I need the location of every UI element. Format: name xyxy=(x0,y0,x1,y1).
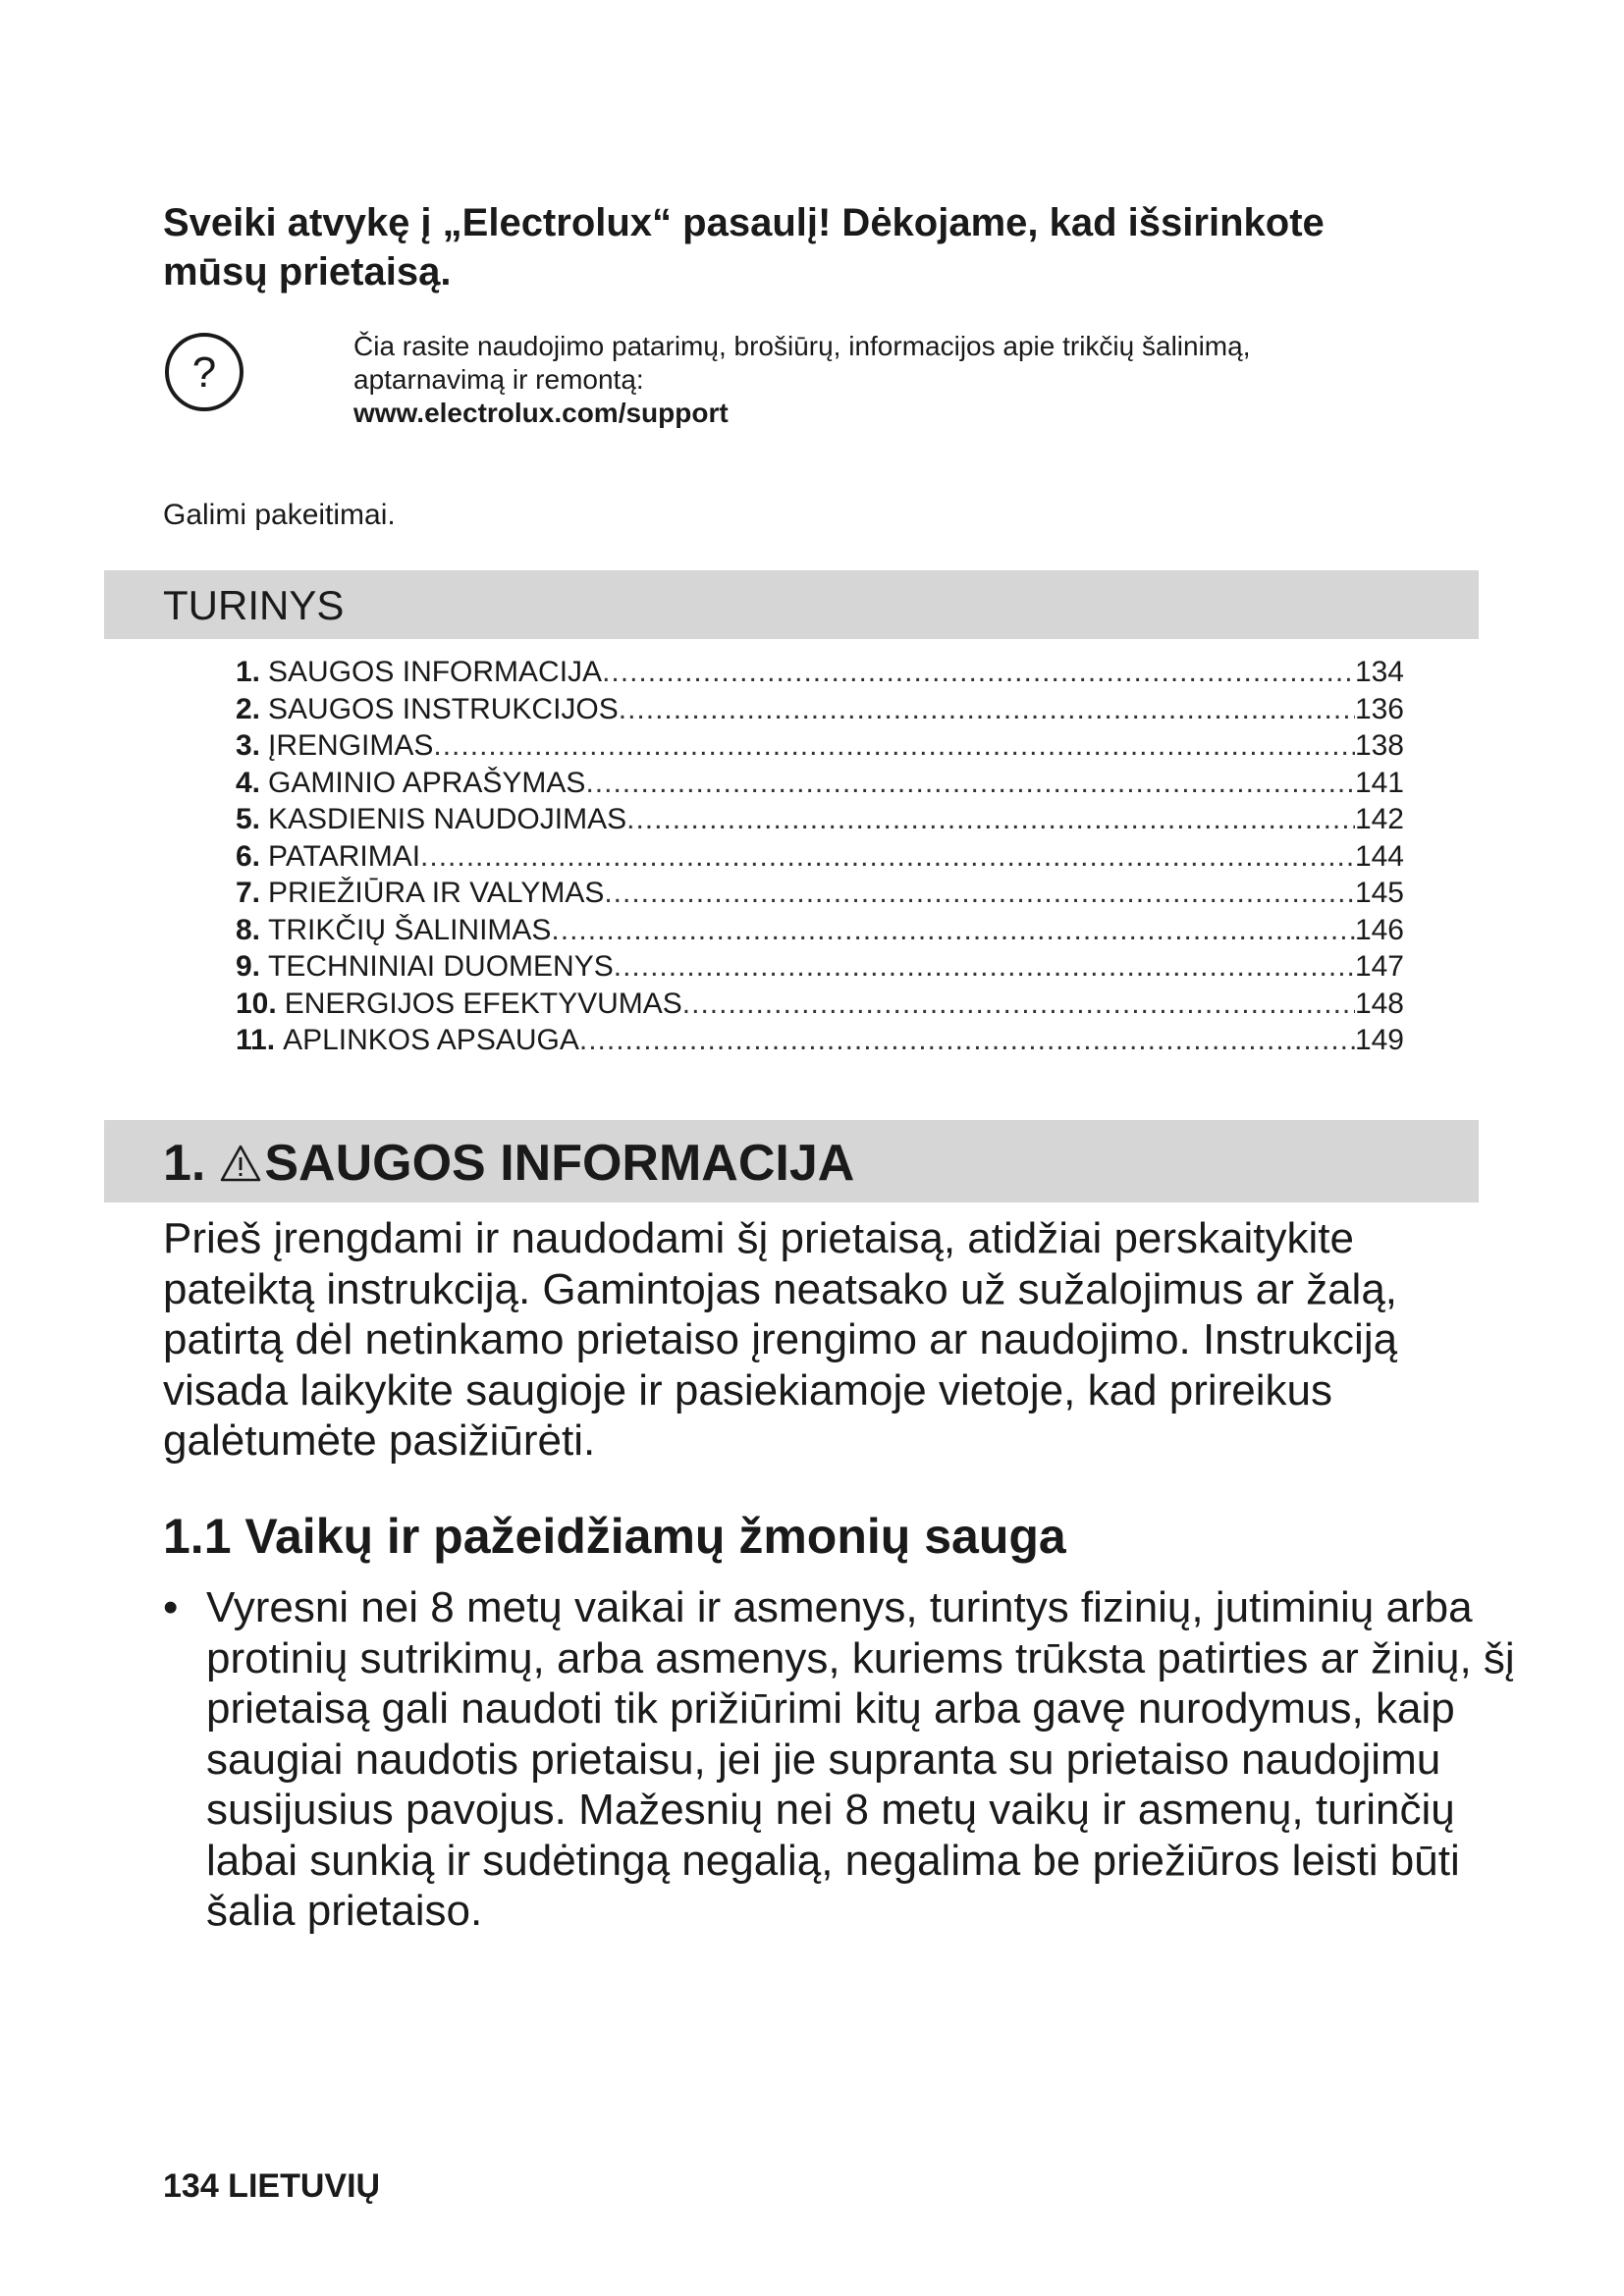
toc-leader-dots xyxy=(626,801,1355,837)
toc-item-page: 145 xyxy=(1354,877,1404,909)
disclaimer: Galimi pakeitimai. xyxy=(163,499,396,531)
toc-item-label: TECHNINIAI DUOMENYS xyxy=(268,950,614,983)
section-title-text: SAUGOS INFORMACIJA xyxy=(264,1135,855,1192)
toc-item[interactable] xyxy=(236,765,1404,802)
toc-item-label: ĮRENGIMAS xyxy=(268,729,434,762)
toc-item-number: 11. xyxy=(236,1024,276,1056)
toc-leader-dots xyxy=(551,912,1355,948)
toc-item[interactable] xyxy=(236,838,1404,876)
toc-leader-dots xyxy=(619,691,1355,727)
toc-item-label: SAUGOS INSTRUKCIJOS xyxy=(268,692,619,725)
toc-item-page: 136 xyxy=(1354,692,1404,725)
toc-item-number: 8. xyxy=(236,913,261,946)
toc-item[interactable] xyxy=(236,986,1404,1023)
toc-item[interactable] xyxy=(236,654,1404,691)
toc-item-page: 146 xyxy=(1354,913,1404,946)
toc-item-label: KASDIENIS NAUDOJIMAS xyxy=(268,803,627,835)
toc-item[interactable] xyxy=(236,1022,1404,1059)
toc-leader-dots xyxy=(614,948,1355,985)
toc-item-page: 149 xyxy=(1354,1024,1404,1056)
welcome-heading xyxy=(163,198,1439,296)
toc-leader-dots xyxy=(420,838,1355,875)
toc-item[interactable] xyxy=(236,912,1404,949)
bullet-text: Vyresni nei 8 metų vaikai ir asmenys, turintys fizinių, jutiminių arba protinių sutrikimų, arba asmenys, kuriems trūksta patirties ar žinių, šį prietaisą gali naudoti tik prižiūrimi kitų arba gavę nurodymus, kaip saugiai naudotis prietaisu, jei jie supranta su prietaiso naudojimu susijusius pavojus. Mažesnių nei 8 metų vaikų ir asmenų, turinčių labai sunkią ir sudėtingą negalią, negalima be priežiūros leisti būti šalia prietaiso. xyxy=(206,1583,1515,1935)
toc-item-number: 4. xyxy=(236,766,261,799)
toc-item-number: 7. xyxy=(236,877,261,909)
toc-item-label: SAUGOS INFORMACIJA xyxy=(268,656,603,688)
subsection-title: 1.1 Vaikų ir pažeidžiamų žmonių sauga xyxy=(163,1509,1066,1564)
toc-item-label: PRIEŽIŪRA IR VALYMAS xyxy=(268,877,605,909)
toc-item-page: 142 xyxy=(1354,803,1404,835)
toc-item-number: 5. xyxy=(236,803,261,835)
toc-leader-dots xyxy=(604,875,1355,911)
page-footer: 134 LIETUVIŲ xyxy=(163,2167,381,2205)
toc-leader-dots xyxy=(585,765,1354,801)
section-intro-paragraph: Prieš įrengdami ir naudodami šį prietaisą, atidžiai perskaitykite pateiktą instrukciją. Gamintojas neatsako už sužalojimus ar žalą, patirtą dėl netinkamo prietaiso įrengimo ar naudojimo. Instrukciją visada laikykite saugioje ir pasiekiamoje vietoje, kad prireikus galėtumėte pasižiūrėti. xyxy=(163,1214,1398,1465)
toc-item-page: 134 xyxy=(1354,656,1404,688)
toc-item-number: 3. xyxy=(236,729,261,762)
toc-leader-dots xyxy=(682,986,1355,1022)
bullet-item xyxy=(163,1582,1532,1937)
toc-item-label: APLINKOS APSAUGA xyxy=(283,1024,579,1056)
toc-item-page: 144 xyxy=(1354,839,1404,873)
support-text-line-2: aptarnavimą ir remontą: xyxy=(353,364,644,395)
toc-item[interactable] xyxy=(236,875,1404,912)
toc-item-number: 10. xyxy=(236,987,277,1020)
toc-item-label: GAMINIO APRAŠYMAS xyxy=(268,766,586,799)
welcome-line-2: mūsų prietaisą. xyxy=(163,250,452,294)
support-url[interactable]: www.electrolux.com/support xyxy=(353,398,729,428)
toc-item-number: 9. xyxy=(236,950,261,983)
section-title xyxy=(163,1136,854,1191)
bullet-dot-icon: • xyxy=(163,1583,179,1631)
toc-item-page: 141 xyxy=(1354,766,1404,799)
toc-item-number: 1. xyxy=(236,656,261,688)
toc-item[interactable] xyxy=(236,691,1404,728)
toc-item-page: 148 xyxy=(1354,987,1404,1020)
toc-item-number: 2. xyxy=(236,692,261,725)
toc-item-label: PATARIMAI xyxy=(268,839,421,873)
toc-item-number: 6. xyxy=(236,839,261,873)
warning-triangle-icon xyxy=(219,1144,262,1183)
toc-item-label: ENERGIJOS EFEKTYVUMAS xyxy=(284,987,682,1020)
welcome-line-1: Sveiki atvykę į „Electrolux“ pasaulį! Dėkojame, kad išsirinkote xyxy=(163,201,1325,244)
question-circle-icon xyxy=(163,331,245,413)
toc-item[interactable] xyxy=(236,727,1404,765)
toc-item[interactable] xyxy=(236,801,1404,838)
toc-item-page: 147 xyxy=(1354,950,1404,983)
support-info xyxy=(353,330,1434,430)
toc-title: TURINYS xyxy=(163,582,345,628)
toc-leader-dots xyxy=(433,727,1355,764)
toc-leader-dots xyxy=(602,654,1355,690)
svg-text:?: ? xyxy=(191,348,217,397)
table-of-contents xyxy=(236,654,1404,1059)
toc-item-label: TRIKČIŲ ŠALINIMAS xyxy=(268,913,552,946)
section-number: 1. xyxy=(163,1135,206,1192)
toc-leader-dots xyxy=(579,1022,1355,1058)
support-text-line-1: Čia rasite naudojimo patarimų, brošiūrų, informacijos apie trikčių šalinimą, xyxy=(353,331,1251,361)
toc-item[interactable] xyxy=(236,948,1404,986)
toc-item-page: 138 xyxy=(1354,729,1404,762)
